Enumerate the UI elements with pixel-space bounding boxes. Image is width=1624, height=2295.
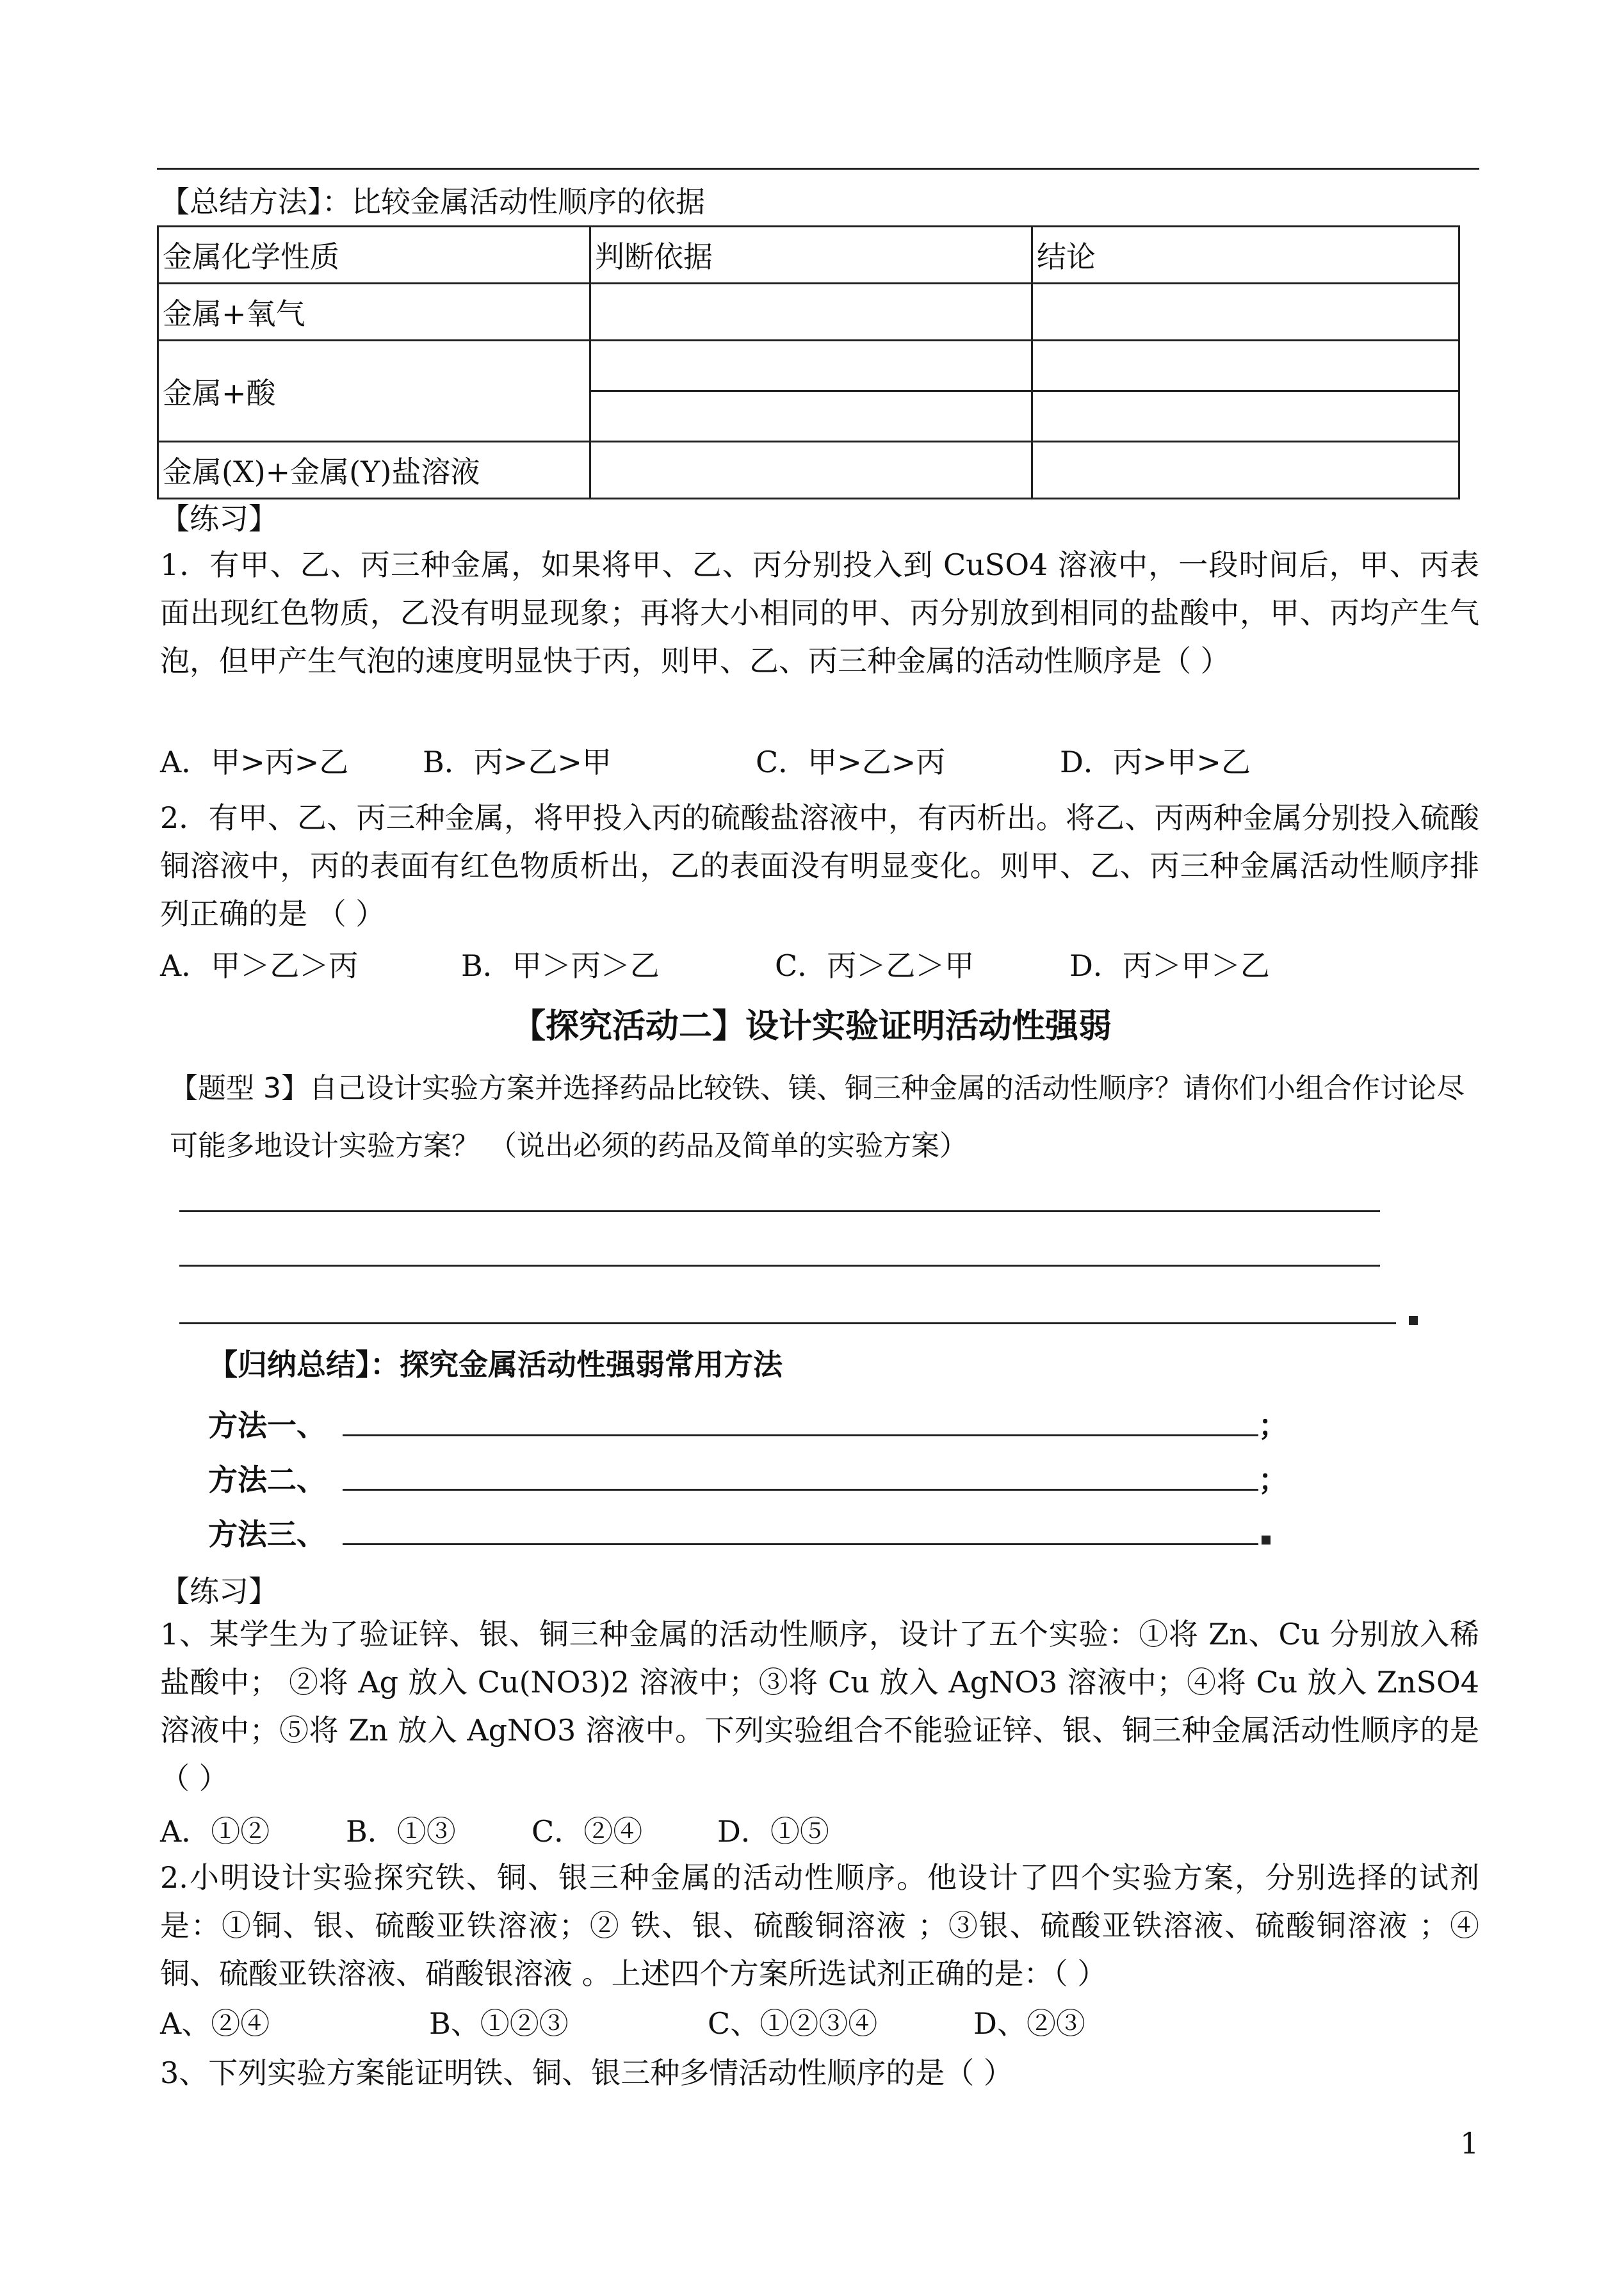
option-c: C．甲>乙>丙 [756,745,946,779]
method-2-ending: ； [1258,1463,1288,1497]
metal-properties-table [157,225,1460,499]
option-a: A．甲＞乙＞丙 [160,948,359,983]
option-b: B．甲＞丙＞乙 [461,948,660,983]
header-property: 金属化学性质 [158,227,590,284]
option-d: D．丙>甲>乙 [1060,745,1251,779]
option-d: D．①⑤ [717,1814,829,1849]
table-cell [590,391,1032,442]
header-basis: 判断依据 [590,227,1032,284]
end-mark [1262,1536,1271,1545]
method-3-label: 方法三、 [208,1517,326,1552]
option-c: C、①②③④ [708,2006,878,2041]
option-d: D、②③ [973,2006,1085,2041]
option-a: A．①② [160,1814,270,1849]
option-b: B．①③ [346,1814,456,1849]
option-a: A．甲>丙>乙 [160,745,349,779]
question-2-options [160,946,1270,985]
page-number: 1 [1460,2126,1479,2161]
method-2-label: 方法二、 [208,1463,326,1497]
methods-title: 【归纳总结】：探究金属活动性强弱常用方法 [208,1347,783,1382]
method-1-ending: ； [1258,1408,1288,1443]
method-2-line [343,1489,1258,1491]
practice-heading: 【练习】 [160,1574,278,1609]
option-b: B．丙>乙>甲 [423,745,612,779]
row-label-salt-solution: 金属(X)+金属(Y)盐溶液 [158,442,590,499]
table-cell [590,442,1032,499]
option-d: D．丙＞甲＞乙 [1069,948,1270,983]
table-row [158,341,1459,391]
option-c: C．丙＞乙＞甲 [775,948,975,983]
table-cell [1032,442,1459,499]
question-1: 1．有甲、乙、丙三种金属，如果将甲、乙、丙分别投入到 CuSO4 溶液中，一段时间后，甲、丙表面出现红色物质，乙没有明显现象；再将大小相同的甲、丙分别放到相同的盐酸中，甲、丙均产生气泡，但甲产生气泡的速度明显快于丙，则甲、乙、丙三种金属的活动性顺序是（ ） [160,547,1479,678]
question-1-options [160,1812,829,1851]
answer-line [179,1322,1396,1324]
question-3: 3、下列实验方案能证明铁、铜、银三种多情活动性顺序的是（ ） [160,2056,1013,2090]
header-conclusion: 结论 [1032,227,1459,284]
method-1-label: 方法一、 [208,1408,326,1443]
end-mark [1409,1316,1418,1325]
table-cell [590,284,1032,341]
practice-heading: 【练习】 [160,501,278,536]
question-1-options [160,743,1251,781]
row-label-oxygen: 金属+氧气 [158,284,590,341]
table-cell [590,341,1032,391]
option-c: C．②④ [532,1814,643,1849]
question-1: 1、某学生为了验证锌、银、铜三种金属的活动性顺序，设计了五个实验：①将 Zn、Cu 分别放入稀盐酸中； ②将 Ag 放入 Cu(NO3)2 溶液中；③将 Cu 放入 AgNO3 溶液中；④将 Cu 放入 ZnSO4 溶液中；⑤将 Zn 放入 AgNO3 溶液中。下列实验组合不能验证锌、银、铜三种金属活动性顺序的是（ ） [160,1617,1479,1796]
answer-line [179,1210,1380,1212]
table-cell [1032,284,1459,341]
table-cell [1032,391,1459,442]
activity-title: 【探究活动二】设计实验证明活动性强弱 [512,1007,1112,1046]
summary-heading: 【总结方法】：比较金属活动性顺序的依据 [160,184,705,219]
method-3-line [343,1543,1258,1545]
task-prompt: 【题型 3】自己设计实验方案并选择药品比较铁、镁、铜三种金属的活动性顺序？请你们小组合作讨论尽可能多地设计实验方案？ （说出必须的药品及简单的实验方案） [170,1072,1465,1162]
option-b: B、①②③ [429,2006,569,2041]
table-cell [1032,341,1459,391]
question-2: 2．有甲、乙、丙三种金属，将甲投入丙的硫酸盐溶液中，有丙析出。将乙、丙两种金属分别投入硫酸铜溶液中，丙的表面有红色物质析出，乙的表面没有明显变化。则甲、乙、丙三种金属活动性顺序排列正确的是 （ ） [160,800,1479,931]
row-label-acid: 金属+酸 [158,341,590,442]
method-1-line [343,1434,1258,1436]
table-row [158,442,1459,499]
table-header-row [158,227,1459,284]
question-2: 2.小明设计实验探究铁、铜、银三种金属的活动性顺序。他设计了四个实验方案，分别选择的试剂是：①铜、银、硫酸亚铁溶液；② 铁、银、硫酸铜溶液 ；③银、硫酸亚铁溶液、硫酸铜溶液 ；④铜、硫酸亚铁溶液、硝酸银溶液 。上述四个方案所选试剂正确的是：（ ） [160,1860,1479,1991]
question-2-options [160,2004,1085,2043]
option-a: A、②④ [160,2006,270,2041]
answer-line [179,1265,1380,1267]
top-rule [157,168,1479,170]
table-row [158,284,1459,341]
